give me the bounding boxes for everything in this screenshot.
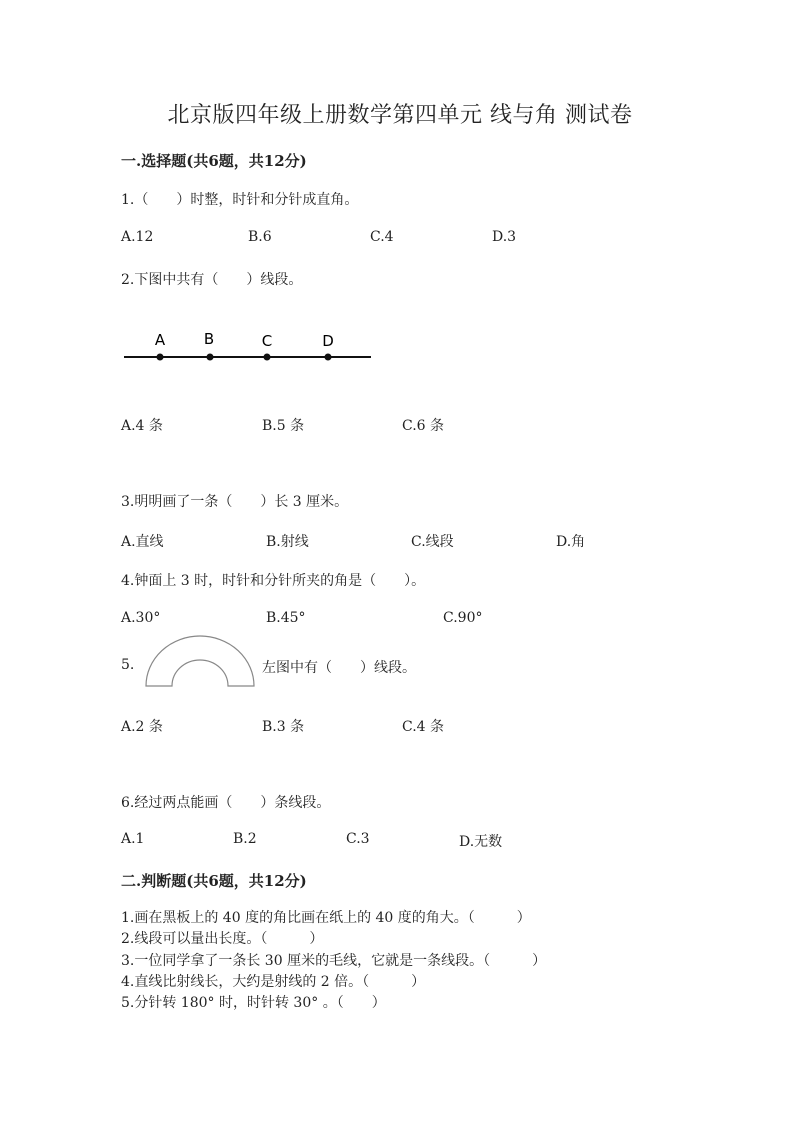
question-4-stem: 4.钟面上 3 时，时针和分针所夹的角是（ ）。: [121, 573, 426, 589]
section-heading-judge: 二.判断题(共6题，共12分): [121, 872, 307, 890]
question-2-stem: 2.下图中共有（ ）线段。: [121, 272, 303, 288]
question-5-stem: 左图中有（ ）线段。: [262, 660, 416, 676]
segment-figure: [118, 325, 378, 370]
question-4-option-a: A.30°: [121, 610, 161, 626]
question-1-option-d: D.3: [492, 229, 517, 245]
point-c-dot: [264, 354, 271, 361]
question-6-option-b: B.2: [233, 831, 257, 847]
point-b-label: B: [203, 330, 215, 348]
question-4-option-b: B.45°: [266, 610, 306, 626]
point-a-label: A: [154, 331, 166, 349]
question-1-option-b: B.6: [248, 229, 272, 245]
question-3-stem: 3.明明画了一条（ ）长 3 厘米。: [121, 494, 349, 510]
point-d-label: D: [322, 332, 334, 350]
section-heading-choice: 一.选择题(共6题，共12分): [121, 152, 307, 170]
question-5-option-c: C.4 条: [402, 719, 445, 735]
judge-item-5: 5.分针转 180° 时，时针转 30° 。（ ）: [121, 995, 386, 1011]
question-6-option-a: A.1: [121, 831, 145, 847]
question-3-option-c: C.线段: [411, 534, 454, 550]
question-3-option-a: A.直线: [121, 534, 164, 550]
question-5-option-a: A.2 条: [121, 719, 163, 735]
question-1-option-c: C.4: [370, 229, 394, 245]
question-6-option-d: D.无数: [459, 834, 503, 850]
judge-item-3: 3.一位同学拿了一条长 30 厘米的毛线，它就是一条线段。（ ）: [121, 953, 547, 969]
point-d-dot: [325, 354, 332, 361]
question-6-stem: 6.经过两点能画（ ）条线段。: [121, 795, 331, 811]
point-c-label: C: [261, 332, 273, 350]
question-1-option-a: A.12: [121, 229, 154, 245]
question-5-number: 5.: [121, 657, 135, 673]
question-6-option-c: C.3: [346, 831, 370, 847]
question-2-option-a: A.4 条: [121, 418, 163, 434]
judge-item-1: 1.画在黑板上的 40 度的角比画在纸上的 40 度的角大。（ ）: [121, 910, 531, 926]
question-3-option-b: B.射线: [266, 534, 309, 550]
question-1-stem: 1.（ ）时整，时针和分针成直角。: [121, 192, 359, 208]
judge-item-4: 4.直线比射线长，大约是射线的 2 倍。（ ）: [121, 974, 426, 990]
point-a-dot: [157, 354, 164, 361]
question-4-option-c: C.90°: [443, 610, 483, 626]
point-b-dot: [207, 354, 214, 361]
page-title: 北京版四年级上册数学第四单元 线与角 测试卷: [167, 103, 633, 128]
question-2-option-b: B.5 条: [262, 418, 305, 434]
arch-shape: [146, 636, 254, 686]
question-5-option-b: B.3 条: [262, 719, 305, 735]
question-2-option-c: C.6 条: [402, 418, 445, 434]
arch-figure: [140, 632, 260, 692]
question-3-option-d: D.角: [556, 534, 586, 550]
judge-item-2: 2.线段可以量出长度。（ ）: [121, 931, 324, 947]
